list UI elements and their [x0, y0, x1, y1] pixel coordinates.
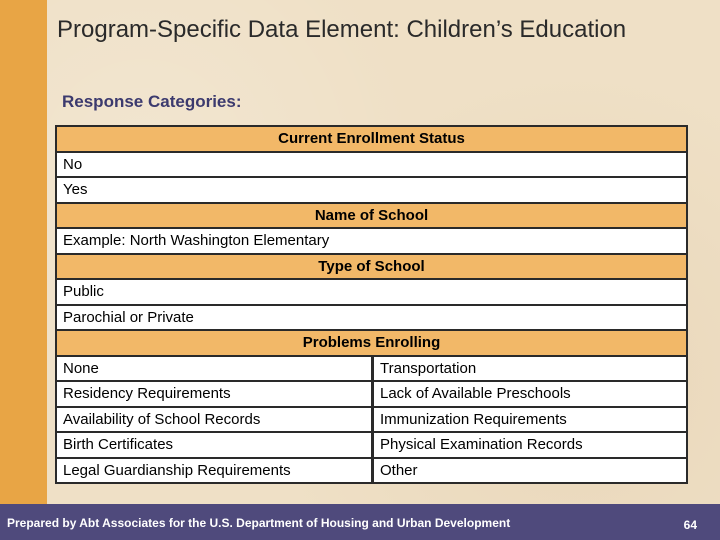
school-type-header: Type of School: [57, 255, 686, 279]
enrollment-option-no: No: [57, 153, 686, 177]
problem-cell: Physical Examination Records: [374, 433, 686, 457]
table-row: [57, 229, 686, 253]
footer-credit: Prepared by Abt Associates for the U.S. Department of Housing and Urban Development: [7, 516, 511, 530]
response-categories-table: [55, 125, 688, 484]
school-name-header-row: [57, 204, 686, 228]
school-type-parochial: Parochial or Private: [57, 306, 686, 330]
school-name-header: Name of School: [57, 204, 686, 228]
problem-cell: Other: [374, 459, 686, 483]
school-name-example: Example: North Washington Elementary: [57, 229, 686, 253]
table-row: [57, 153, 686, 177]
left-accent-bar: [0, 0, 47, 540]
enrollment-header-row: [57, 127, 686, 151]
enrollment-header: Current Enrollment Status: [57, 127, 686, 151]
problems-header-row: [57, 331, 686, 355]
table-row: [57, 280, 686, 304]
table-row: [57, 178, 686, 202]
problem-cell: Availability of School Records: [57, 408, 371, 432]
table-row: [57, 357, 686, 381]
school-type-public: Public: [57, 280, 686, 304]
problem-cell: Residency Requirements: [57, 382, 371, 406]
enrollment-option-yes: Yes: [57, 178, 686, 202]
slide-subtitle: Response Categories:: [62, 92, 242, 111]
school-type-header-row: [57, 255, 686, 279]
problem-cell: Lack of Available Preschools: [374, 382, 686, 406]
page-number: 64: [683, 518, 697, 532]
table-row: [57, 382, 686, 406]
problem-cell: Birth Certificates: [57, 433, 371, 457]
problem-cell: Legal Guardianship Requirements: [57, 459, 371, 483]
table-row: [57, 433, 686, 457]
table-row: [57, 306, 686, 330]
problem-cell: Immunization Requirements: [374, 408, 686, 432]
problems-header: Problems Enrolling: [57, 331, 686, 355]
problem-cell: None: [57, 357, 371, 381]
table-row: [57, 408, 686, 432]
slide-title: Program-Specific Data Element: Children’s Education: [57, 16, 627, 43]
table-row: [57, 459, 686, 483]
problem-cell: Transportation: [374, 357, 686, 381]
footer-bar: [0, 504, 720, 540]
